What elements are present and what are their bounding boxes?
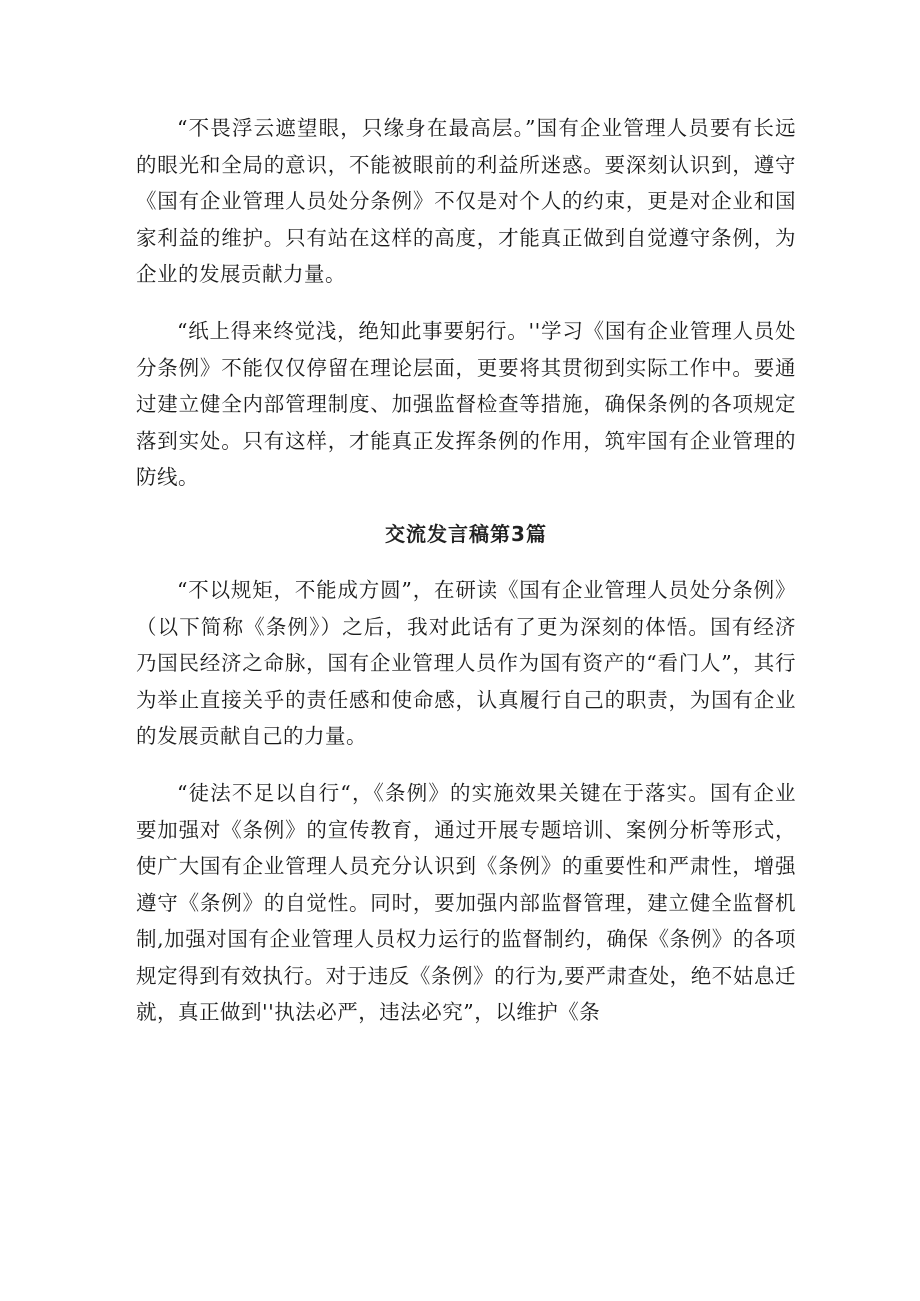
paragraph-4: “徒法不足以自行“，《条例》的实施效果关键在于落实。国有企业要加强对《条例》的宣传教育，通过开展专题培训、案例分析等形式，使广大国有企业管理人员充分认识到《条例》的重要性和严肃性，增强遵守《条例》的自觉性。同时，要加强内部监督管理，建立健全监督机制,加强对国有企业管理人员权力运行的监督制约，确保《条例》的各项规定得到有效执行。对于违反《条例》的行为,要严肃查处，绝不姑息迁就，真正做到''执法必严，违法必究”，以维护《条 [136,780,796,1025]
section-heading: 交流发言稿第3篇 [385,521,547,546]
paragraph-gap [136,496,796,516]
paragraph-gap [136,755,796,775]
paragraph-2: “纸上得来终觉浅，绝知此事要躬行。''学习《国有企业管理人员处分条例》不能仅仅停留在理论层面，更要将其贯彻到实际工作中。要通过建立健全内部管理制度、加强监督检查等措施，确保条例的各项规定落到实处。只有这样，才能真正发挥条例的作用，筑牢国有企业管理的防线。 [136,318,796,490]
paragraph-3: “不以规矩，不能成方圆”，在研读《国有企业管理人员处分条例》（以下简称《条例》）之后，我对此话有了更为深刻的体悟。国有经济乃国民经济之命脉，国有企业管理人员作为国有资产的“看门人”，其行为举止直接关乎的责任感和使命感，认真履行自己的职责，为国有企业的发展贡献自己的力量。 [136,577,796,749]
paragraph-1: “不畏浮云遮望眼，只缘身在最高层。”国有企业管理人员要有长远的眼光和全局的意识，不能被眼前的利益所迷惑。要深刻认识到，遵守《国有企业管理人员处分条例》不仅是对个人的约束，更是对企业和国家利益的维护。只有站在这样的高度，才能真正做到自觉遵守条例，为企业的发展贡献力量。 [136,116,796,287]
paragraph-gap [136,552,796,572]
document-page [136,110,796,1031]
paragraph-gap [136,293,796,313]
